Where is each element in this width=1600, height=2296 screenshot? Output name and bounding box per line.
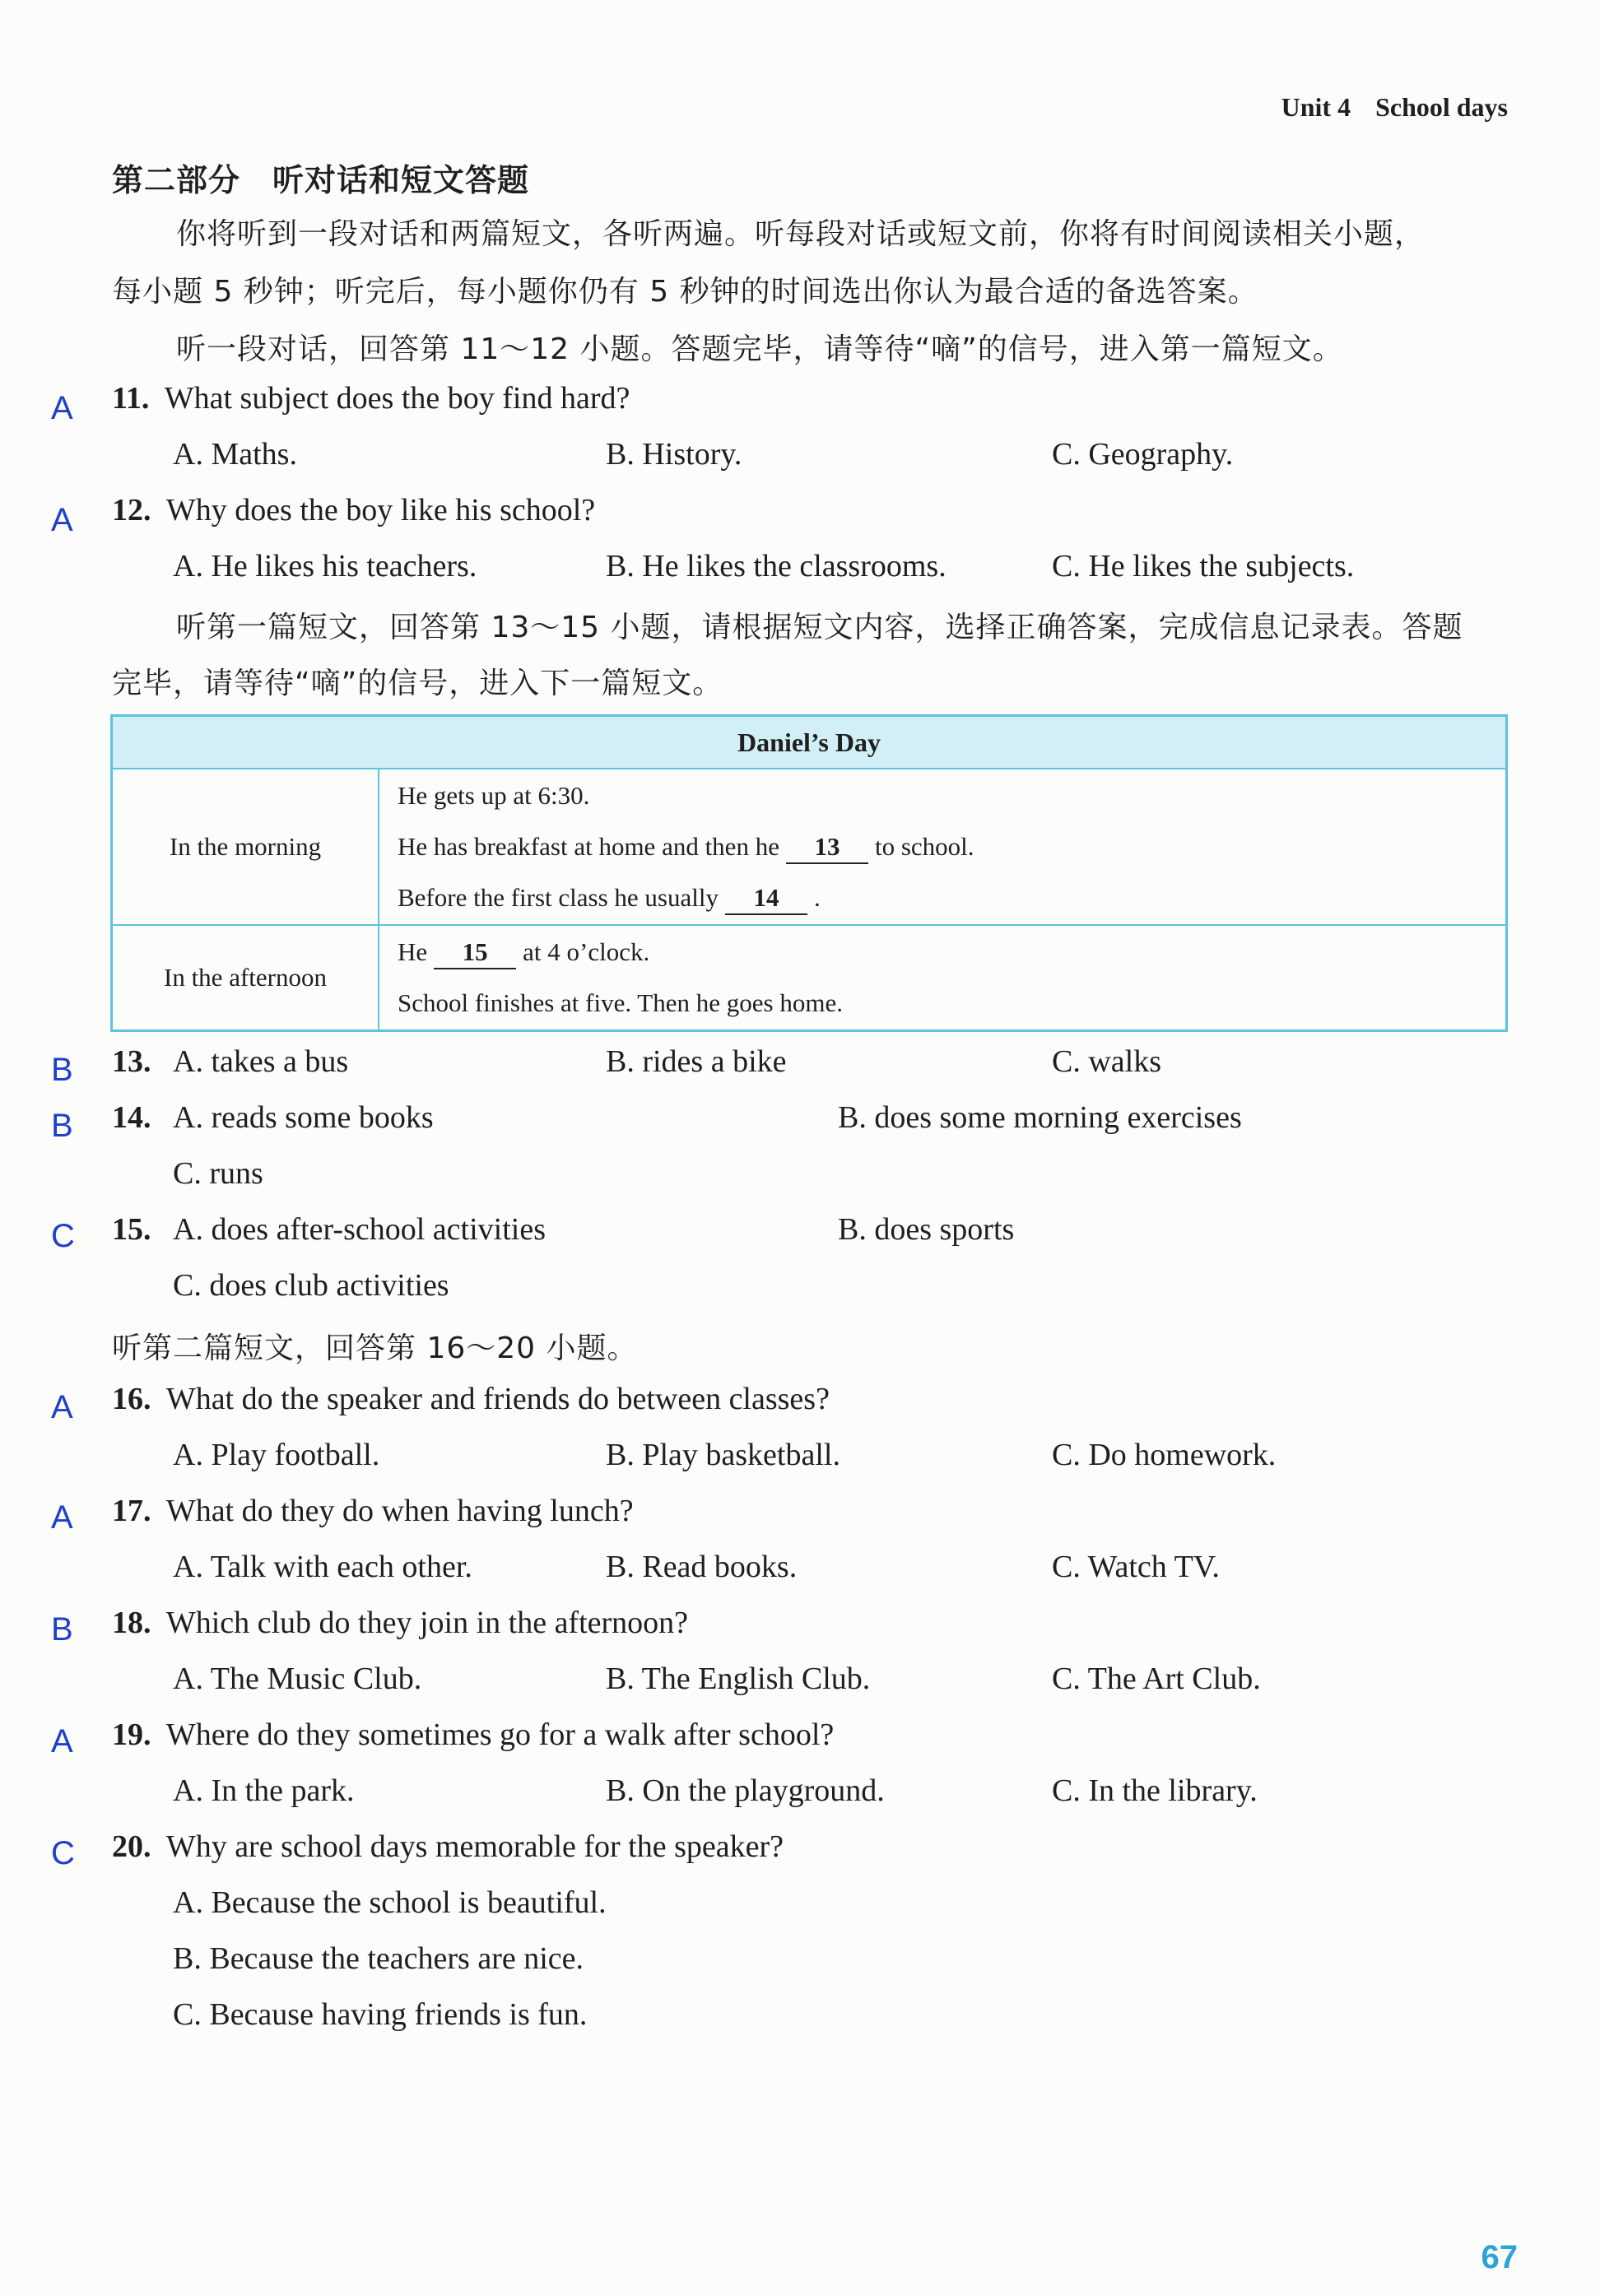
line-text: .	[813, 883, 821, 912]
question-13-number: 13.	[112, 1044, 151, 1079]
question-17	[112, 1493, 634, 1529]
blank-14: 14	[725, 882, 807, 915]
question-number: 16.	[112, 1382, 151, 1416]
question-12	[112, 492, 595, 528]
daniels-day-table	[110, 714, 1508, 1032]
line-text: He	[398, 937, 428, 966]
option-16c: C. Do homework.	[1052, 1438, 1277, 1472]
option-18c: C. The Art Club.	[1052, 1662, 1261, 1696]
line-text: Before the first class he usually	[398, 883, 719, 912]
line-text: to school.	[874, 832, 974, 861]
line-text: He has breakfast at home and then he	[398, 832, 779, 861]
option-18b: B. The English Club.	[606, 1662, 871, 1696]
passage2-instruction: 听第二篇短文，回答第 16～20 小题。	[112, 1332, 638, 1365]
answer-mark-17: A	[51, 1499, 73, 1536]
option-14b: B. does some morning exercises	[838, 1100, 1242, 1135]
passage1-instruction-2: 完毕，请等待“嘀”的信号，进入下一篇短文。	[112, 667, 723, 700]
question-text: What do they do when having lunch?	[165, 1494, 634, 1528]
option-12b: B. He likes the classrooms.	[606, 549, 947, 583]
answer-mark-13: B	[51, 1052, 73, 1088]
option-19a: A. In the park.	[173, 1773, 355, 1808]
option-16a: A. Play football.	[173, 1438, 380, 1472]
question-15-number: 15.	[112, 1212, 151, 1247]
question-text: What do the speaker and friends do between classes?	[165, 1382, 830, 1416]
morning-line-2	[398, 821, 1505, 872]
question-16	[112, 1381, 830, 1417]
blank-15: 15	[434, 937, 516, 969]
option-12a: A. He likes his teachers.	[173, 549, 477, 583]
answer-mark-16: A	[51, 1389, 73, 1425]
unit-title: School days	[1375, 92, 1508, 122]
question-text: Why does the boy like his school?	[165, 493, 596, 528]
question-number: 11.	[112, 381, 150, 416]
option-11a: A. Maths.	[173, 437, 297, 472]
question-number: 20.	[112, 1829, 151, 1864]
answer-mark-18: B	[51, 1611, 73, 1648]
morning-line-3	[398, 872, 1505, 923]
option-16b: B. Play basketball.	[606, 1438, 840, 1472]
question-14-number: 14.	[112, 1100, 151, 1135]
line-text: at 4 o’clock.	[523, 937, 650, 966]
option-14c: C. runs	[173, 1156, 263, 1191]
table-title: Daniel’s Day	[112, 716, 1507, 769]
option-13c: C. walks	[1052, 1044, 1161, 1079]
option-12c: C. He likes the subjects.	[1052, 549, 1355, 583]
morning-label: In the morning	[112, 769, 379, 925]
option-20c: C. Because having friends is fun.	[173, 1997, 588, 2032]
running-header	[1281, 92, 1508, 123]
question-18	[112, 1605, 688, 1641]
option-15a: A. does after-school activities	[173, 1212, 546, 1247]
passage1-instruction-1: 听第一篇短文，回答第 13～15 小题，请根据短文内容，选择正确答案，完成信息记录表。答题	[176, 611, 1463, 644]
question-19	[112, 1717, 834, 1753]
intro-line-2: 每小题 5 秒钟；听完后，每小题你仍有 5 秒钟的时间选出你认为最合适的备选答案。	[112, 275, 1258, 309]
option-11b: B. History.	[606, 437, 742, 472]
question-text: What subject does the boy find hard?	[164, 381, 630, 416]
question-number: 17.	[112, 1494, 151, 1528]
question-20	[112, 1829, 784, 1865]
option-20b: B. Because the teachers are nice.	[173, 1941, 584, 1976]
option-17c: C. Watch TV.	[1052, 1550, 1220, 1584]
option-20a: A. Because the school is beautiful.	[173, 1885, 607, 1920]
question-number: 12.	[112, 493, 151, 528]
unit-label: Unit 4	[1281, 92, 1351, 122]
morning-content	[379, 769, 1507, 925]
answer-mark-11: A	[51, 390, 73, 426]
section-title: 第二部分 听对话和短文答题	[112, 162, 530, 198]
afternoon-label: In the afternoon	[112, 925, 379, 1031]
question-11	[112, 380, 630, 416]
question-text: Which club do they join in the afternoon?	[165, 1606, 689, 1640]
afternoon-line-1	[398, 927, 1505, 978]
option-11c: C. Geography.	[1052, 437, 1234, 472]
blank-13: 13	[786, 831, 868, 864]
answer-mark-15: C	[51, 1218, 75, 1254]
answer-mark-20: C	[51, 1835, 75, 1871]
option-14a: A. reads some books	[173, 1100, 434, 1135]
afternoon-line-2: School finishes at five. Then he goes home.	[398, 988, 843, 1017]
question-text: Why are school days memorable for the speaker?	[165, 1829, 784, 1864]
option-15b: B. does sports	[838, 1212, 1015, 1247]
intro-line-1: 你将听到一段对话和两篇短文，各听两遍。听每段对话或短文前，你将有时间阅读相关小题，	[176, 217, 1426, 251]
answer-mark-19: A	[51, 1723, 73, 1759]
question-number: 19.	[112, 1717, 151, 1752]
option-17b: B. Read books.	[606, 1550, 798, 1584]
page-number: 67	[1481, 2239, 1518, 2275]
answer-mark-14: B	[51, 1108, 73, 1144]
answer-mark-12: A	[51, 502, 73, 538]
morning-line-1: He gets up at 6:30.	[398, 781, 590, 810]
option-18a: A. The Music Club.	[173, 1662, 422, 1696]
afternoon-content	[379, 925, 1507, 1031]
question-number: 18.	[112, 1606, 151, 1640]
option-13b: B. rides a bike	[606, 1044, 787, 1079]
option-19c: C. In the library.	[1052, 1773, 1258, 1808]
option-13a: A. takes a bus	[173, 1044, 349, 1079]
option-19b: B. On the playground.	[606, 1773, 885, 1808]
option-15c: C. does club activities	[173, 1268, 449, 1303]
question-text: Where do they sometimes go for a walk after school?	[165, 1717, 835, 1752]
option-17a: A. Talk with each other.	[173, 1550, 472, 1584]
dialog-instruction: 听一段对话，回答第 11～12 小题。答题完毕，请等待“嘀”的信号，进入第一篇短文。	[176, 332, 1343, 366]
